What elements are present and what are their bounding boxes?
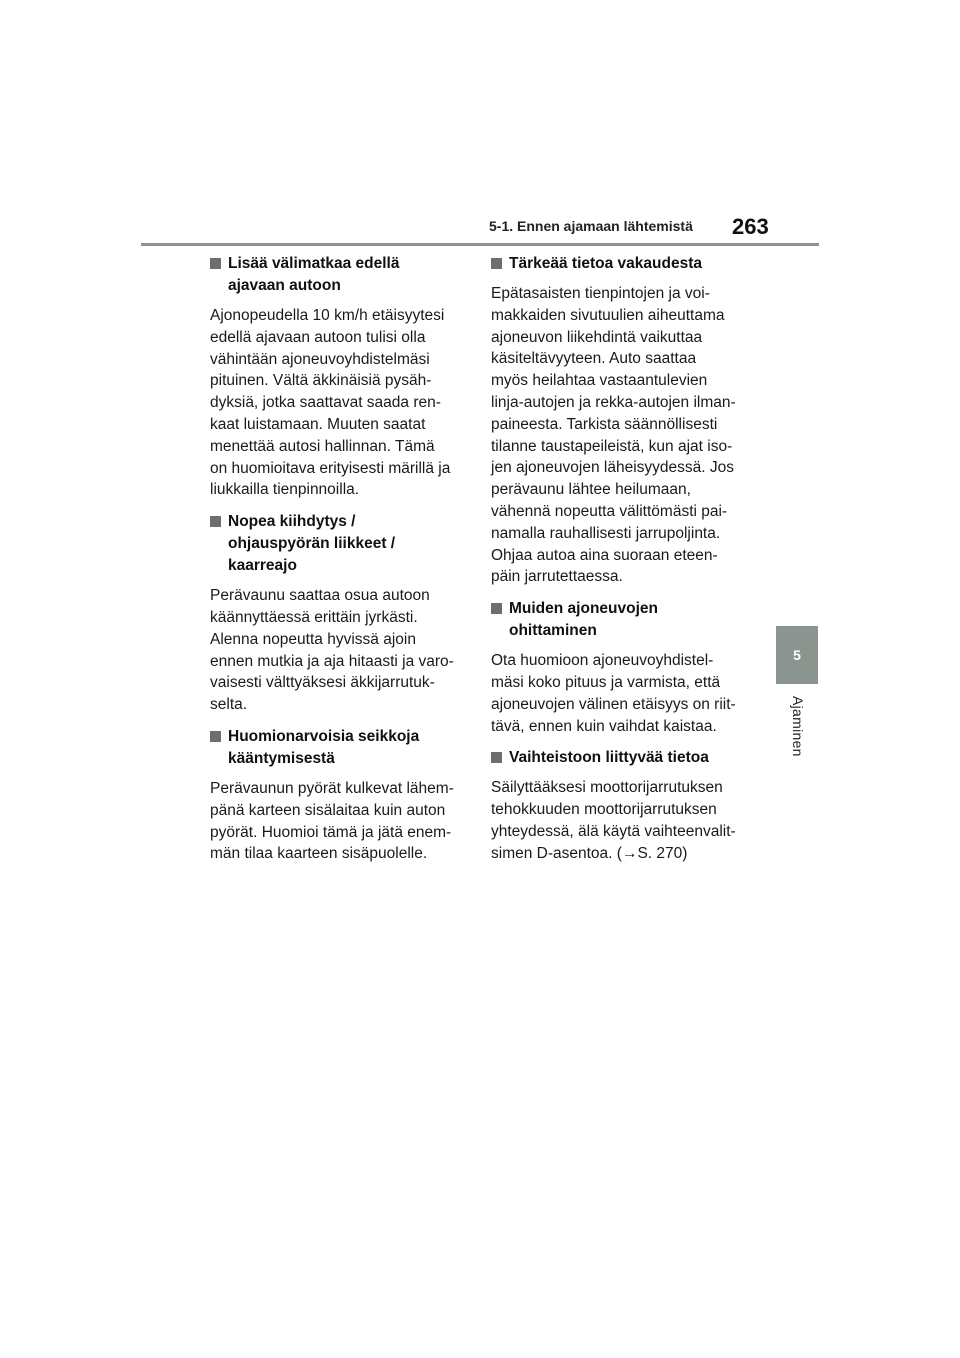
body-line: simen D-asentoa. (→S. 270) [491, 844, 688, 862]
section-body [491, 777, 749, 864]
section-title: 5-1. Ennen ajamaan lähtemistä [489, 218, 693, 234]
heading-line: Tärkeää tietoa vakaudesta [509, 255, 702, 272]
section [491, 747, 749, 864]
section-heading-text [228, 511, 395, 577]
square-bullet-icon [491, 752, 502, 763]
square-bullet-icon [210, 258, 221, 269]
heading-line: Muiden ajoneuvojen [509, 600, 658, 618]
section-heading-text [509, 253, 702, 275]
section-heading [491, 253, 749, 275]
heading-line: Vaihteistoon liittyvää tietoa [509, 749, 709, 767]
body-line: tilanne taustapeileistä, kun ajat iso- [491, 437, 733, 455]
section-body [491, 650, 749, 737]
section [210, 253, 468, 501]
section-heading-text [228, 726, 419, 770]
heading-line: kääntymisestä [228, 749, 335, 767]
body-line: Ohjaa autoa aina suoraan eteen- [491, 546, 718, 564]
section-heading [491, 598, 749, 642]
section-heading-text [228, 253, 399, 297]
heading-line: ohjauspyörän liikkeet / [228, 535, 396, 553]
body-line: Säilyttääksesi moottorijarrutuksen [491, 779, 723, 797]
body-line: vähennä nopeutta välittömästi pai- [491, 502, 728, 520]
body-line: on huomioitava erityisesti märillä ja [210, 459, 451, 477]
section [491, 598, 749, 737]
body-line: linja-autojen ja rekka-autojen ilman- [491, 393, 736, 411]
body-line: päin jarrutettaessa. [491, 568, 623, 586]
body-line: pänä karteen sisälaitaa kuin auton [210, 801, 446, 819]
square-bullet-icon [210, 516, 221, 527]
body-line: ajoneuvon liikehdintä vaikuttaa [491, 328, 703, 346]
section-heading-text [509, 598, 658, 642]
heading-line: ohittaminen [509, 622, 597, 640]
body-line: Alenna nopeutta hyvissä ajoin [210, 630, 416, 648]
section-body [491, 283, 749, 588]
chapter-title: Ajaminen [790, 696, 806, 757]
right-column [491, 253, 749, 875]
square-bullet-icon [210, 731, 221, 742]
body-line: dyksiä, jotka saattavat saada ren- [210, 394, 441, 412]
section-body [210, 305, 468, 501]
body-line: käsiteltävyyteen. Auto saattaa [491, 350, 697, 368]
heading-line: Huomionarvoisia seikkoja [228, 727, 420, 745]
body-line: Perävaunu saattaa osua autoon [210, 587, 430, 605]
body-line: Ajonopeudella 10 km/h etäisyytesi [210, 307, 445, 324]
square-bullet-icon [491, 603, 502, 614]
body-line: namalla rauhallisesti jarrupoljinta. [491, 524, 721, 542]
heading-line: Lisää välimatkaa edellä [228, 255, 400, 272]
body-line: pyörät. Huomioi tämä ja jätä enem- [210, 823, 452, 841]
body-line: käännyttäessä erittäin jyrkästi. [210, 608, 418, 626]
body-line: kaat luistamaan. Muuten saatat [210, 415, 426, 433]
body-line: perävaunu lähtee heilumaan, [491, 481, 691, 499]
body-line: yhteydessä, älä käytä vaihteenvalit- [491, 822, 736, 840]
section-body [210, 585, 468, 716]
body-line: pituinen. Vältä äkkinäisiä pysäh- [210, 372, 432, 390]
body-line: Epätasaisten tienpintojen ja voi- [491, 285, 710, 302]
section-heading [210, 726, 468, 770]
body-line: tävä, ennen kuin vaihdat kaistaa. [491, 717, 717, 735]
body-line: paineesta. Tarkista säännöllisesti [491, 415, 718, 433]
section [210, 726, 468, 865]
chapter-tab[interactable] [776, 626, 818, 684]
heading-line: kaarreajo [228, 557, 297, 575]
section-body [210, 778, 468, 865]
left-column [210, 253, 468, 875]
body-line: mäsi koko pituus ja varmista, että [491, 673, 721, 691]
body-line: makkaiden sivutuulien aiheuttama [491, 306, 725, 324]
body-line: tehokkuuden moottorijarrutuksen [491, 801, 717, 819]
section [210, 511, 468, 716]
body-line: jen ajoneuvojen läheisyydessä. Jos [491, 459, 734, 477]
section-heading [210, 253, 468, 297]
section-heading [491, 747, 749, 769]
heading-line: Nopea kiihdytys / [228, 513, 356, 531]
body-line: vaisesti välttyäksesi äkkijarrutuk- [210, 674, 435, 692]
body-line: Ota huomioon ajoneuvoyhdistel- [491, 652, 714, 670]
body-line: selta. [210, 696, 248, 714]
body-line: edellä ajavaan autoon tulisi olla [210, 328, 426, 346]
page-number: 263 [732, 214, 769, 239]
body-line: ajoneuvojen välinen etäisyys on riit- [491, 695, 736, 713]
body-line: vähintään ajoneuvoyhdistelmäsi [210, 350, 430, 368]
body-line: Perävaunun pyörät kulkevat lähem- [210, 779, 454, 797]
header-divider [141, 243, 819, 246]
heading-line: ajavaan autoon [228, 277, 341, 294]
body-line: menettää autosi hallinnan. Tämä [210, 437, 435, 455]
square-bullet-icon [491, 258, 502, 269]
section [491, 253, 749, 588]
body-line: män tilaa kaarteen sisäpuolelle. [210, 845, 428, 863]
body-line: liukkailla tienpinnoilla. [210, 481, 360, 499]
section-heading [210, 511, 468, 577]
body-line: myös heilahtaa vastaantulevien [491, 372, 708, 390]
body-line: ennen mutkia ja aja hitaasti ja varo- [210, 652, 454, 670]
section-heading-text [509, 747, 709, 769]
chapter-number: 5 [793, 647, 801, 663]
